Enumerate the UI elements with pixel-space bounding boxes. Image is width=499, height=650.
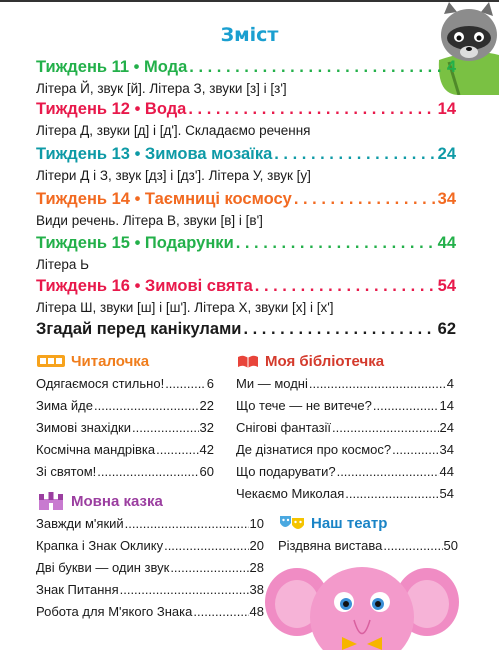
week-item[interactable] xyxy=(36,100,456,143)
week-title: Тиждень 11 • Мода xyxy=(36,58,188,76)
list-item[interactable]: Де дізнатися про космос? ..... 34 xyxy=(236,442,454,464)
theatre-section xyxy=(278,512,458,560)
section-heading xyxy=(36,350,214,372)
tale-section xyxy=(36,490,264,626)
week-title: Тиждень 15 • Подарунки xyxy=(36,234,234,252)
section-title: Читалочка xyxy=(71,352,150,370)
week-subtitle: Літера Ь xyxy=(36,257,90,272)
section-heading xyxy=(278,512,458,534)
week-subtitle: Літера Й, звук [й]. Літера З, звуки [з] і [з'] xyxy=(36,81,287,96)
list-item[interactable]: Зима йде ..... 22 xyxy=(36,398,214,420)
review-page: 62 xyxy=(437,320,456,338)
week-title: Тиждень 14 • Таємниці космосу xyxy=(36,190,292,208)
week-item[interactable] xyxy=(36,58,456,101)
library-list xyxy=(236,376,454,508)
chytalochka-list xyxy=(36,376,214,486)
list-item[interactable]: Завжди м'який ..... 10 xyxy=(36,516,264,538)
chytalochka-section xyxy=(36,350,214,486)
week-heading xyxy=(36,100,456,122)
list-item[interactable]: Робота для М'якого Знака ..... 48 xyxy=(36,604,264,626)
week-subtitle: Літера Ш, звуки [ш] і [ш']. Літера Х, звуки [х] і [х'] xyxy=(36,300,334,315)
leader-dots xyxy=(188,100,435,119)
leader-dots xyxy=(243,320,435,339)
open-book-icon xyxy=(236,353,260,369)
list-item[interactable]: Знак Питання ..... 38 xyxy=(36,582,264,604)
library-section xyxy=(236,350,454,508)
list-item[interactable]: Космічна мандрівка ..... 42 xyxy=(36,442,214,464)
section-heading xyxy=(236,350,454,372)
leader-dots xyxy=(255,277,436,296)
section-heading xyxy=(36,490,264,512)
list-item[interactable]: Снігові фантазії ..... 24 xyxy=(236,420,454,442)
review-item[interactable] xyxy=(36,320,456,342)
theatre-list xyxy=(278,538,458,560)
list-item[interactable]: Дві букви — один звук ..... 28 xyxy=(36,560,264,582)
week-title: Тиждень 12 • Вода xyxy=(36,100,187,118)
week-subtitle: Види речень. Літера В, звуки [в] і [в'] xyxy=(36,213,263,228)
week-page: 54 xyxy=(437,277,456,295)
leader-dots xyxy=(294,190,436,209)
review-heading xyxy=(36,320,456,342)
page-title: Зміст xyxy=(220,24,279,46)
review-title: Згадай перед канікулами xyxy=(36,320,242,338)
leader-dots xyxy=(189,58,445,77)
theatre-masks-icon xyxy=(278,513,306,533)
week-title: Тиждень 16 • Зимові свята xyxy=(36,277,253,295)
week-page: 44 xyxy=(437,234,456,252)
section-title: Мовна казка xyxy=(71,492,163,510)
week-page: 4 xyxy=(446,58,456,76)
list-item[interactable]: Крапка і Знак Оклику ..... 20 xyxy=(36,538,264,560)
section-title: Наш театр xyxy=(311,514,388,532)
tale-list xyxy=(36,516,264,626)
week-heading xyxy=(36,190,456,212)
week-item[interactable] xyxy=(36,145,456,188)
week-heading xyxy=(36,277,456,299)
week-page: 34 xyxy=(437,190,456,208)
week-item[interactable] xyxy=(36,277,456,320)
week-page: 14 xyxy=(437,100,456,118)
list-item[interactable]: Зимові знахідки ..... 32 xyxy=(36,420,214,442)
week-title: Тиждень 13 • Зимова мозаїка xyxy=(36,145,273,163)
week-subtitle: Літери Д і З, звук [дз] і [дз']. Літера У, звук [у] xyxy=(36,168,311,183)
list-item[interactable]: Одягаємося стильно! ..... 6 xyxy=(36,376,214,398)
week-subtitle: Літера Д, звуки [д] і [д']. Складаємо речення xyxy=(36,123,311,138)
elephant-illustration xyxy=(262,562,462,650)
list-item[interactable]: Що подарувати? ..... 44 xyxy=(236,464,454,486)
week-page: 24 xyxy=(437,145,456,163)
leader-dots xyxy=(274,145,435,164)
book-icon xyxy=(36,353,66,369)
list-item[interactable]: Чекаємо Миколая ..... 54 xyxy=(236,486,454,508)
list-item[interactable]: Різдвяна вистава ..... 50 xyxy=(278,538,458,560)
week-heading xyxy=(36,58,456,80)
list-item[interactable]: Ми — модні ..... 4 xyxy=(236,376,454,398)
week-heading xyxy=(36,234,456,256)
week-item[interactable] xyxy=(36,190,456,233)
top-border xyxy=(0,0,499,2)
section-title: Моя бібліотечка xyxy=(265,352,385,370)
castle-icon xyxy=(36,491,66,511)
week-heading xyxy=(36,145,456,167)
leader-dots xyxy=(236,234,436,253)
list-item[interactable]: Що тече — не витече? ..... 14 xyxy=(236,398,454,420)
week-item[interactable] xyxy=(36,234,456,277)
list-item[interactable]: Зі святом! ..... 60 xyxy=(36,464,214,486)
